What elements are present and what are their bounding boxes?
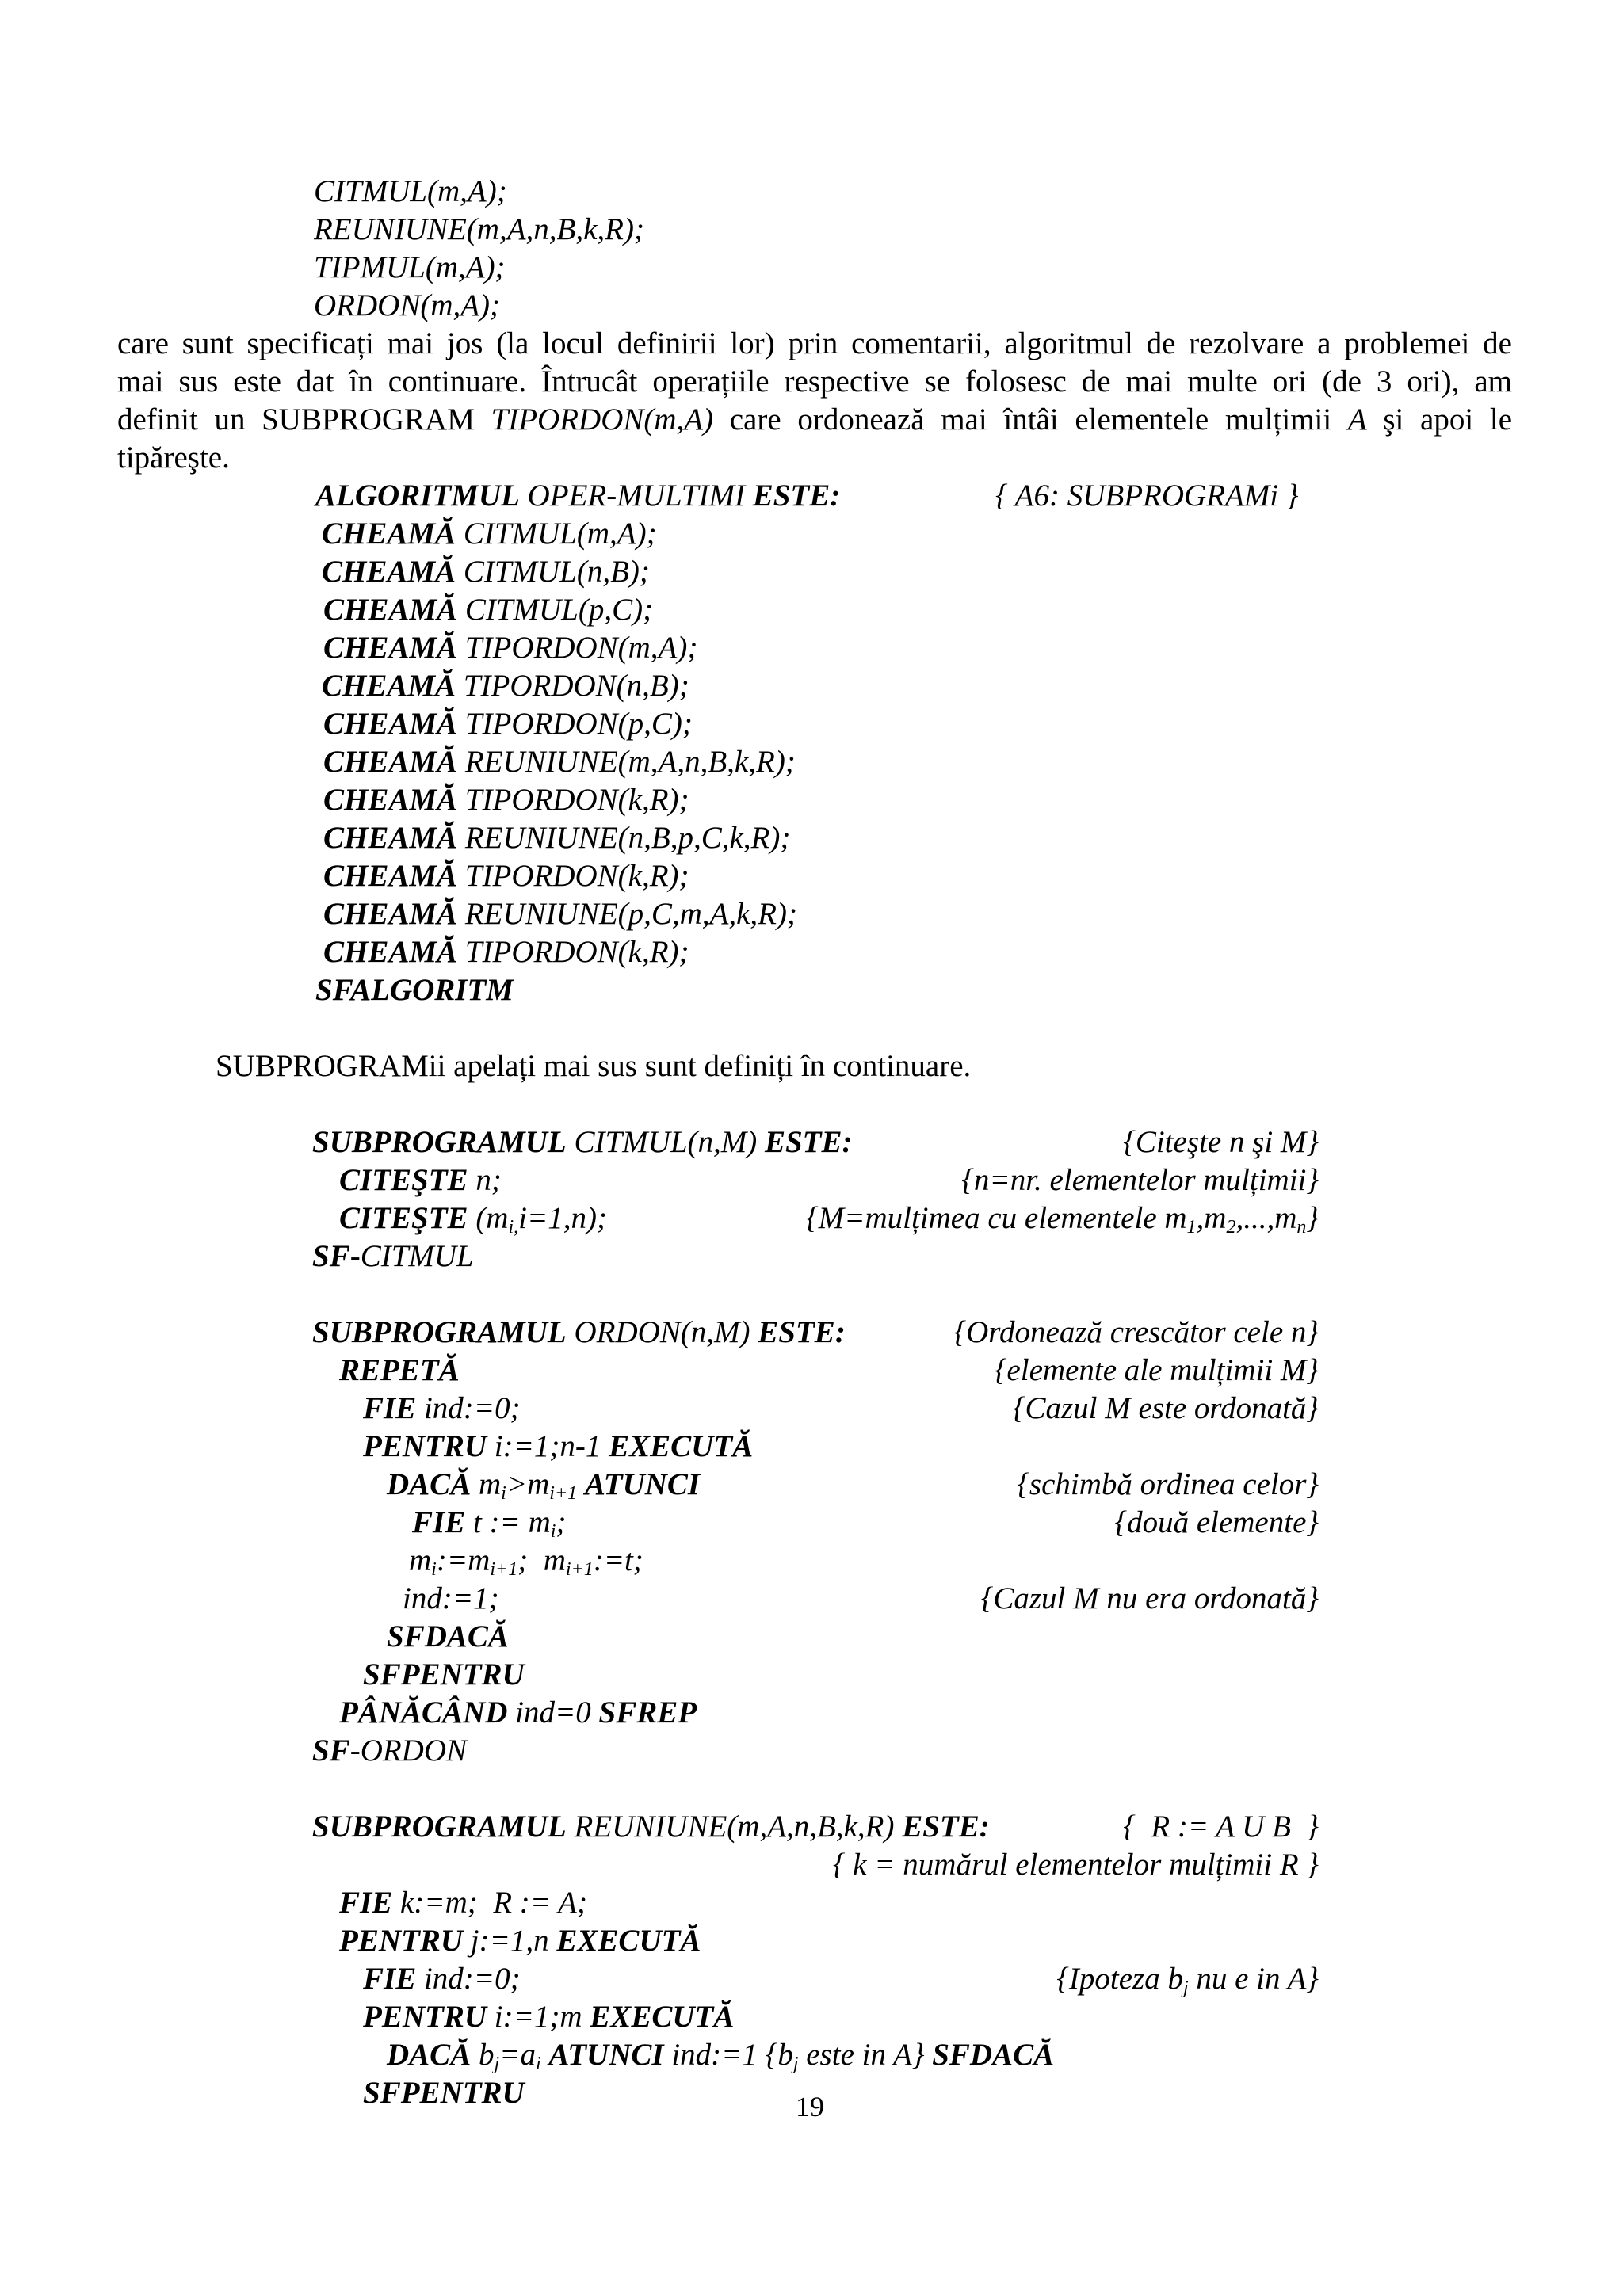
citmul-header: SUBPROGRAMUL CITMUL(n,M) ESTE:	[312, 1125, 853, 1159]
code-line: SFDACĂ	[387, 1619, 509, 1653]
comment: {n=nr. elementelor mulțimii}	[961, 1163, 1319, 1197]
code-line: FIE ind:=0;	[363, 1391, 521, 1425]
comment: { k = numărul elementelor mulțimii R }	[832, 1848, 1319, 1882]
code-line: ind:=1;	[403, 1581, 499, 1615]
comment: {schimbă ordinea celor}	[1017, 1467, 1319, 1501]
call-line: CHEAMĂ TIPORDON(k,R);	[323, 783, 689, 817]
code-line: SFPENTRU	[363, 2076, 525, 2110]
call-line: CHEAMĂ CITMUL(p,C);	[323, 593, 654, 627]
call-line: CHEAMĂ TIPORDON(n,B);	[322, 669, 689, 703]
comment: {Ordonează crescător cele n}	[953, 1315, 1319, 1349]
code-line: SF-ORDON	[312, 1733, 468, 1768]
paragraph-line: care sunt specificați mai jos (la locul definirii lor) prin comentarii, algoritmul de rezolvare a problemei de	[117, 326, 1512, 360]
intro-call: CITMUL(m,A);	[314, 174, 507, 208]
intro-call: REUNIUNE(m,A,n,B,k,R);	[314, 212, 644, 246]
algorithm-comment: { A6: SUBPROGRAMi }	[995, 479, 1299, 513]
code-line: $m_i:=m_{i+1}$; $m_{i+1}:=t$;	[409, 1543, 643, 1580]
intro-call: ORDON(m,A);	[314, 288, 501, 322]
page-number: 19	[796, 2091, 824, 2122]
comment: {Citeşte n şi M}	[1123, 1125, 1319, 1159]
code-line: PÂNĂCÂND ind=0 SFREP	[339, 1695, 697, 1730]
code-line: FIE ind:=0;	[363, 1962, 521, 1996]
code-line: DACĂ $b_j=a_i$ ATUNCI ind:=1 {$b_j$ este in A} SFDACĂ	[387, 2038, 1055, 2074]
comment: {două elemente}	[1114, 1505, 1319, 1539]
call-line: CHEAMĂ REUNIUNE(m,A,n,B,k,R);	[323, 745, 796, 779]
code-line: PENTRU i:=1;m EXECUTĂ	[363, 2000, 735, 2034]
call-line: CHEAMĂ CITMUL(n,B);	[322, 555, 650, 589]
call-line: CHEAMĂ TIPORDON(p,C);	[323, 707, 693, 741]
code-line: CITEŞTE n;	[339, 1163, 502, 1197]
reuniune-header: SUBPROGRAMUL REUNIUNE(m,A,n,B,k,R) ESTE:	[312, 1810, 990, 1844]
code-line: PENTRU i:=1;n-1 EXECUTĂ	[363, 1429, 754, 1463]
comment: {Ipoteza $b_j$ nu e in A}	[1056, 1962, 1319, 1998]
call-line: CHEAMĂ CITMUL(m,A);	[322, 517, 657, 551]
algorithm-end: SFALGORITM	[315, 973, 514, 1007]
code-line: DACĂ $m_i>m_{i+1}$ ATUNCI	[387, 1467, 701, 1504]
call-line: CHEAMĂ TIPORDON(k,R);	[323, 859, 689, 893]
comment: { R := A U B }	[1123, 1810, 1319, 1844]
call-line: CHEAMĂ TIPORDON(m,A);	[323, 631, 698, 665]
comment: {M=mulțimea cu elementele $m_1,m_2,...,m_n$}	[806, 1201, 1319, 1238]
code-line: SFPENTRU	[363, 1657, 525, 1691]
code-line: FIE t := $m_i$;	[412, 1505, 567, 1542]
comment: {elemente ale mulțimii M}	[994, 1353, 1319, 1387]
algorithm-header: ALGORITMUL OPER-MULTIMI ESTE:	[315, 479, 841, 513]
call-line: CHEAMĂ REUNIUNE(n,B,p,C,k,R);	[323, 821, 791, 855]
subprogram-note: SUBPROGRAMii apelați mai sus sunt definiți în continuare.	[216, 1049, 972, 1083]
paragraph-line: definit un SUBPROGRAM TIPORDON(m,A) care ordonează mai întâi elementele mulțimii A şi apoi le	[117, 402, 1512, 437]
intro-paragraph	[117, 325, 1512, 477]
paragraph-line: tipăreşte.	[117, 441, 230, 475]
call-line: CHEAMĂ TIPORDON(k,R);	[323, 935, 689, 969]
comment: {Cazul M este ordonată}	[1012, 1391, 1319, 1425]
ordon-header: SUBPROGRAMUL ORDON(n,M) ESTE:	[312, 1315, 846, 1349]
code-line: FIE k:=m; R := A;	[339, 1886, 587, 1920]
code-line: PENTRU j:=1,n EXECUTĂ	[339, 1924, 701, 1958]
code-line: REPETĂ	[339, 1353, 460, 1387]
intro-call: TIPMUL(m,A);	[314, 250, 506, 284]
code-line: SF-CITMUL	[312, 1239, 474, 1273]
comment: {Cazul M nu era ordonată}	[980, 1581, 1319, 1615]
call-line: CHEAMĂ REUNIUNE(p,C,m,A,k,R);	[323, 897, 797, 931]
code-line: CITEŞTE $(m_{i,}i=1,n)$;	[339, 1201, 608, 1238]
paragraph-line: mai sus este dat în continuare. Întrucât operațiile respective se folosesc de mai multe ori (de 3 ori), am	[117, 364, 1512, 399]
